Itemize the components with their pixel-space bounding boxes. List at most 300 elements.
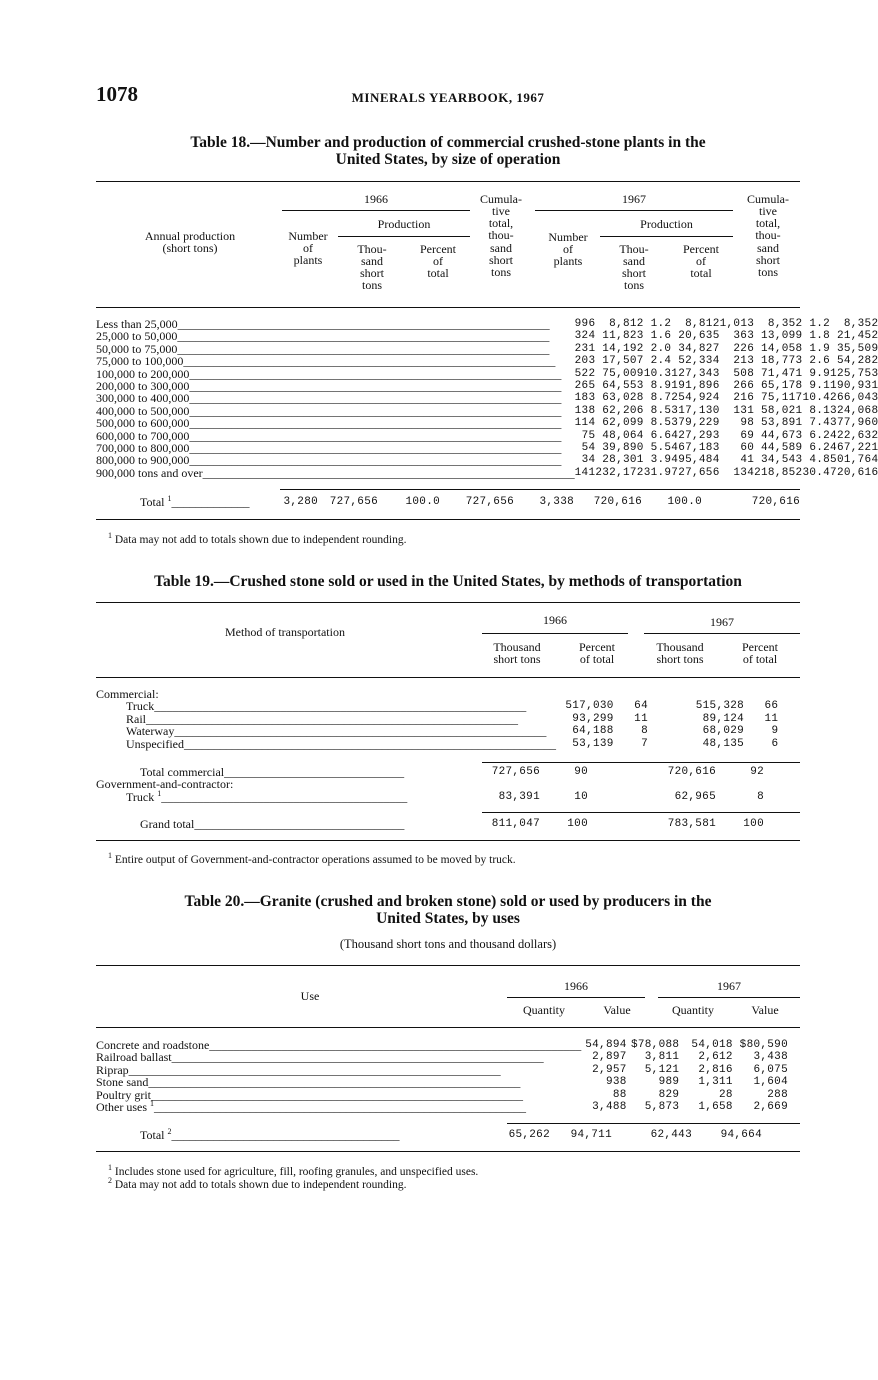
table18-percent-1966-h1: Percent	[420, 242, 456, 256]
footnote-text: Data may not add to totals shown due to independent rounding.	[114, 1179, 407, 1191]
row-label-text: 400,000 to 500,000	[96, 403, 190, 418]
table18-thousand-1967-h4: tons	[623, 278, 644, 292]
spacer	[788, 1089, 800, 1101]
footnote-mark: 1	[108, 851, 112, 861]
cell: 30.4	[802, 466, 831, 479]
cell: 783,581	[667, 818, 716, 830]
cell: 60	[740, 442, 755, 455]
table18-year-1967: 1967	[622, 192, 646, 206]
section-label: Government-and-contractor:	[96, 777, 234, 792]
row-label	[96, 1101, 581, 1113]
footnote-mark: 1	[108, 531, 112, 541]
cell: 2.6	[809, 355, 831, 368]
cell: 54,894	[585, 1039, 627, 1051]
cell: 265	[574, 380, 596, 393]
cell: 63,028	[602, 392, 644, 405]
leader-dots: ______________________________________________________________	[154, 699, 527, 714]
table19-subtotal-rule	[482, 762, 800, 763]
total-cell: 720,616	[751, 496, 800, 508]
table19-percent-1967-h1: Percent	[742, 640, 778, 654]
table18-cum-1966-h6: short	[489, 253, 513, 267]
cell: 720,616	[667, 766, 716, 778]
cell: 6.6	[650, 429, 672, 442]
cell: 90	[574, 766, 588, 778]
table18-thousand-1966-h3: short	[360, 266, 384, 280]
cell: 54,282	[836, 355, 878, 368]
cell: 65,262	[508, 1129, 550, 1141]
cell: 64	[634, 700, 648, 713]
table-row	[96, 1101, 800, 1113]
table20-quantity-1967: Quantity	[672, 1003, 714, 1017]
cell: 94,711	[570, 1129, 612, 1141]
cell: 8,812	[609, 318, 644, 330]
cell: 522	[574, 367, 596, 380]
cell: 14,192	[602, 342, 644, 355]
spacer	[648, 738, 682, 750]
cell: 89,124	[702, 712, 745, 725]
table18-thousand-1966-h4: tons	[361, 278, 382, 292]
cell: 218,852	[754, 466, 803, 479]
cell: 69	[740, 429, 755, 442]
row-label-text: 500,000 to 600,000	[96, 416, 190, 431]
cell: 1,311	[698, 1076, 733, 1089]
table18-cum-1967-h2: tive	[759, 204, 777, 218]
section-label: Commercial:	[96, 687, 159, 701]
cell: 28	[719, 1088, 733, 1101]
cell: 3,488	[592, 1101, 627, 1114]
cell: 2,957	[592, 1063, 627, 1076]
table20-total	[96, 1129, 800, 1141]
cell: 6,075	[753, 1063, 788, 1076]
table18-production-1966-rule	[338, 236, 470, 237]
table19-title: Table 19.—Crushed stone sold or used in the United States, by methods of transportation	[154, 573, 742, 590]
cell: 7.4	[809, 417, 831, 430]
table20-body	[96, 1039, 800, 1113]
cell: 8	[641, 725, 648, 738]
cell: 138	[574, 404, 596, 417]
cell: 48,064	[602, 429, 644, 442]
cell: 8.9	[650, 380, 672, 393]
cell: 54	[581, 442, 596, 455]
table19-stub-header: Method of transportation	[225, 625, 345, 639]
cell: 467,221	[830, 442, 878, 455]
cell: 2.0	[650, 342, 672, 355]
row-label-text: 25,000 to 50,000	[96, 329, 178, 344]
cell: 75,117	[761, 392, 803, 405]
cell: 34	[581, 454, 596, 467]
cell: 4.8	[809, 454, 831, 467]
table18-number-plants-1967-h3: plants	[553, 254, 583, 268]
row-label-text: 700,000 to 800,000	[96, 441, 190, 456]
cell: 501,764	[830, 454, 878, 467]
table18-percent-1967-h1: Percent	[683, 242, 719, 256]
cell: 422,632	[830, 429, 878, 442]
row-label	[96, 467, 575, 479]
cell: 34,543	[761, 454, 803, 467]
cell: 94,664	[720, 1129, 762, 1141]
table18-thousand-1967-h3: short	[622, 266, 646, 280]
cell: 727,656	[671, 466, 720, 479]
row-label-text: 75,000 to 100,000	[96, 354, 184, 369]
footnote-text: Includes stone used for agriculture, fill, roofing granules, and unspecified uses.	[114, 1166, 479, 1178]
table18-total-rule	[280, 489, 800, 490]
cell: 6	[771, 737, 779, 750]
cell: 266,043	[830, 392, 878, 405]
spacer	[648, 700, 682, 712]
table18-total	[96, 496, 800, 508]
table18-cum-1967-h5: sand	[757, 241, 779, 255]
spacer	[788, 1076, 800, 1088]
leader-dots: _____________	[171, 495, 250, 509]
row-label-text: 100,000 to 200,000	[96, 366, 190, 381]
row-label-text: Waterway	[126, 724, 175, 739]
row-label-text: Total	[140, 1128, 165, 1142]
cell: $78,088	[630, 1039, 680, 1051]
cell: 64,553	[602, 380, 644, 393]
row-label	[96, 788, 476, 804]
total-cell: 727,656	[465, 496, 514, 508]
cell: 114	[574, 417, 596, 430]
cell: 53,891	[761, 417, 803, 430]
cell: 938	[605, 1076, 627, 1089]
table18-cum-1967-h7: tons	[757, 265, 778, 279]
cell: 28,301	[602, 454, 644, 467]
cell: 1.9	[809, 342, 831, 355]
cell: 203	[574, 355, 596, 368]
footnote-mark: 1	[108, 1163, 112, 1173]
table18-title-line2: United States, by size of operation	[335, 151, 561, 168]
cell: 989	[658, 1076, 680, 1089]
leader-dots: ______________________________________________________________	[189, 453, 562, 468]
cell: 377,960	[830, 417, 878, 430]
table20-year-1966: 1966	[564, 979, 588, 993]
row-label-text: Rail	[126, 711, 146, 726]
leader-dots: ______________________________________	[171, 1128, 400, 1142]
table20-1966-rule	[507, 997, 645, 998]
table18-top-rule	[96, 181, 800, 182]
leader-dots: ______________________________________________________________	[189, 391, 562, 406]
cell: 58,021	[761, 404, 803, 417]
cell: 54,018	[691, 1039, 733, 1051]
cell: 11	[764, 712, 779, 725]
row-label-text: 800,000 to 900,000	[96, 453, 190, 468]
spacer	[778, 725, 800, 737]
table19-grand-total-table	[96, 818, 800, 830]
leader-dots: ______________________________________________________________	[183, 354, 556, 369]
cell: 3,811	[644, 1051, 680, 1064]
table18-stub-header-2: (short tons)	[162, 241, 218, 255]
cell: $80,590	[739, 1039, 788, 1051]
cell: 68,029	[702, 725, 745, 738]
cell: 53,139	[572, 737, 614, 750]
table18-cum-1967-h4: thou-	[755, 228, 781, 242]
cell: 1,013	[719, 318, 755, 330]
cell: 1,604	[753, 1076, 788, 1089]
spacer	[788, 1101, 800, 1113]
table18-1967-rule	[535, 210, 733, 211]
cell: 83,391	[498, 790, 540, 803]
table18-percent-1966-h2: of	[433, 254, 443, 268]
spacer	[648, 713, 682, 725]
cell: 62,965	[674, 790, 716, 803]
table19-thousand-1966-h1: Thousand	[493, 640, 541, 654]
table20-year-1967: 1967	[717, 979, 741, 993]
cell: 2.4	[650, 355, 672, 368]
row-label	[96, 818, 476, 830]
row-label-text: Truck	[126, 789, 155, 804]
running-header	[96, 82, 800, 112]
cell: 811,047	[491, 818, 540, 830]
total-cell: 100.0	[667, 496, 702, 508]
row-label-text: Truck	[126, 699, 155, 714]
leader-dots: _________________________________________	[161, 789, 408, 804]
spacer	[788, 1039, 800, 1051]
cell: 71,471	[761, 367, 803, 380]
table19-year-1967: 1967	[710, 615, 734, 629]
row-label-text: Less than 25,000	[96, 317, 178, 331]
leader-dots: ______________________________________________________________	[202, 465, 575, 480]
cell: 8.1	[809, 404, 831, 417]
total-cell: 3,338	[539, 496, 574, 508]
leader-dots: ______________________________________________________________	[189, 428, 562, 443]
cell: 3,438	[753, 1051, 788, 1064]
table20-header-rule	[96, 1027, 800, 1028]
row-label-text: Railroad ballast	[96, 1050, 172, 1065]
cell: 10.3	[643, 367, 672, 380]
table20-footnote-2	[108, 1176, 407, 1192]
table-row	[96, 738, 800, 750]
table18-stub-header-1: Annual production	[144, 229, 236, 243]
table20-title-line1: Table 20.—Granite (crushed and broken stone) sold or used by producers in the	[184, 893, 712, 910]
cell: 8,812	[685, 318, 720, 330]
cell: 232,172	[595, 466, 644, 479]
cell: 17,507	[602, 355, 644, 368]
table20-1967-rule	[658, 997, 800, 998]
leader-dots: ______________________________________________________________	[189, 403, 562, 418]
total-label-text: Total	[140, 495, 165, 509]
table18-title-line1: Table 18.—Number and production of commercial crushed-stone plants in the	[190, 134, 706, 151]
table18-header-rule	[96, 307, 800, 308]
cell: 191,896	[671, 380, 720, 393]
table19-thousand-1967-h1: Thousand	[656, 640, 704, 654]
table18-total-row	[96, 496, 800, 508]
cell: 1.6	[650, 330, 672, 343]
cell: 11,823	[602, 330, 644, 343]
table18-1966-rule	[282, 210, 470, 211]
cell: 996	[574, 318, 596, 330]
row-label-text: Other uses	[96, 1100, 147, 1115]
row-label-text: 600,000 to 700,000	[96, 428, 190, 443]
cell: 324	[574, 330, 596, 343]
total-cell: 3,280	[283, 496, 318, 508]
cell: 288	[767, 1088, 788, 1101]
cell: 88	[612, 1088, 627, 1101]
table18-bottom-rule	[96, 519, 800, 520]
cell: 183	[574, 392, 596, 405]
cell: 62,099	[602, 417, 644, 430]
table18-cum-1966-h1: Cumula-	[480, 192, 522, 206]
cell: 1,658	[698, 1101, 733, 1114]
table18-thousand-1967-h1: Thou-	[619, 242, 649, 256]
cell: 2,816	[698, 1063, 733, 1076]
cell: 100	[743, 818, 764, 830]
cell: 13,099	[761, 330, 803, 343]
row-label-text: Riprap	[96, 1062, 129, 1077]
table19-totals	[96, 766, 800, 803]
table18-percent-1967-h3: total	[690, 266, 712, 280]
row-label-text: 300,000 to 400,000	[96, 391, 190, 406]
cell: 8.5	[650, 404, 672, 417]
table18-production-1966: Production	[377, 217, 431, 231]
leader-dots: ______________________________________________________________	[171, 1050, 544, 1065]
table20-subtitle: (Thousand short tons and thousand dollars)	[339, 937, 557, 951]
footnote-mark: 1	[157, 788, 162, 798]
cell: 125,753	[830, 367, 878, 380]
cell: 62,206	[602, 404, 644, 417]
cell: 324,068	[830, 404, 878, 417]
table18-thousand-1966-h2: sand	[361, 254, 383, 268]
cell: 6.2	[809, 429, 831, 442]
footnote-mark: 2	[108, 1176, 112, 1186]
table18-cum-1967-h1: Cumula-	[747, 192, 789, 206]
table18-number-plants-1966-h2: of	[303, 241, 313, 255]
table18-percent-1966-h3: total	[427, 266, 449, 280]
table20-stub-header: Use	[300, 989, 320, 1003]
cell: 8,352	[843, 318, 878, 330]
cell: 8,352	[767, 318, 803, 330]
cell: 727,656	[491, 766, 540, 778]
cell: 8.7	[650, 392, 672, 405]
leader-dots: ___________________________________	[194, 817, 405, 831]
cell: 141	[574, 466, 596, 479]
table18-number-plants-1967-h1: Number	[548, 230, 588, 244]
cell: 75	[581, 429, 596, 442]
footnote-text: Data may not add to totals shown due to independent rounding.	[114, 534, 407, 546]
table19-grand-total	[96, 818, 800, 830]
table-row	[96, 467, 878, 479]
cell: 44,673	[761, 429, 803, 442]
leader-dots: ______________________________________________________________	[183, 736, 556, 751]
cell: 2,897	[592, 1051, 627, 1064]
cell: 62,443	[650, 1129, 692, 1141]
row-label-text: Concrete and roadstone	[96, 1038, 210, 1052]
cell: 6.2	[809, 442, 831, 455]
cell: 93,299	[572, 712, 614, 725]
cell: 100	[567, 818, 588, 830]
table20-total-rule	[507, 1123, 800, 1124]
table19-year-1966: 1966	[543, 613, 567, 627]
row-label-text: 200,000 to 300,000	[96, 379, 190, 394]
row-label-text: Poultry grit	[96, 1087, 152, 1102]
leader-dots: ______________________________________________________________	[189, 416, 562, 431]
table20-top-rule	[96, 965, 800, 966]
table18-number-plants-1966-h1: Number	[288, 229, 328, 243]
leader-dots: ______________________________________________________________	[177, 329, 550, 344]
cell: 39,890	[602, 442, 644, 455]
leader-dots: ______________________________________________________________	[177, 341, 550, 356]
cell: 20,635	[678, 330, 720, 343]
total-cell: 727,656	[329, 496, 378, 508]
cell: 10	[574, 790, 588, 803]
cell: 379,229	[671, 417, 720, 430]
total-cell: 720,616	[593, 496, 642, 508]
leader-dots: ______________________________________________________________	[151, 1087, 524, 1102]
table18-body	[96, 318, 878, 479]
cell: 266	[733, 380, 755, 393]
cell: 190,931	[830, 380, 878, 393]
table19-footnote	[108, 851, 516, 867]
cell: 1.8	[809, 330, 831, 343]
table20-quantity-1966: Quantity	[523, 1003, 565, 1017]
table18-cum-1967-h6: short	[756, 253, 780, 267]
table19-1966-rule	[482, 633, 628, 634]
table20-value-1967: Value	[751, 1003, 779, 1017]
cell: 52,334	[678, 355, 720, 368]
table18-cum-1966-h5: sand	[490, 241, 512, 255]
table18-total-label	[96, 496, 282, 508]
cell: 44,589	[761, 442, 803, 455]
table18-percent-1967-h2: of	[696, 254, 706, 268]
table19-bottom-rule	[96, 840, 800, 841]
cell: 41	[740, 454, 755, 467]
cell: 226	[733, 342, 755, 355]
spacer	[788, 1064, 800, 1076]
table20-total-table	[96, 1129, 800, 1141]
footnote-mark: 2	[167, 1127, 172, 1136]
cell: 64,188	[572, 725, 614, 738]
cell: 3.9	[650, 454, 672, 467]
cell: 508	[733, 367, 755, 380]
cell: 18,773	[761, 355, 803, 368]
table18-number-plants-1966-h3: plants	[293, 253, 323, 267]
spacer	[778, 713, 800, 725]
cell: 9	[771, 725, 779, 738]
table19-thousand-1966-h2: short tons	[493, 652, 541, 666]
cell: 35,509	[836, 342, 878, 355]
cell: 467,183	[671, 442, 720, 455]
cell: 216	[733, 392, 755, 405]
cell: 254,924	[671, 392, 720, 405]
table18-cum-1966-h7: tons	[490, 265, 511, 279]
cell: 9.9	[809, 367, 831, 380]
row-label-text: Grand total	[140, 817, 195, 831]
row-label-text: 50,000 to 75,000	[96, 341, 178, 356]
total-cell: 100.0	[405, 496, 440, 508]
table19-thousand-1967-h2: short tons	[656, 652, 704, 666]
table19-gov-truck	[96, 791, 800, 803]
cell: 363	[733, 330, 755, 343]
table20-title-line2: United States, by uses	[376, 910, 520, 927]
table18-number-plants-1967-h2: of	[563, 242, 573, 256]
cell: 14,058	[761, 342, 803, 355]
cell: 1.2	[809, 318, 831, 330]
table18-thousand-1966-h1: Thou-	[357, 242, 387, 256]
cell: 9.1	[809, 380, 831, 393]
table20-bottom-rule	[96, 1151, 800, 1152]
cell: 427,293	[671, 429, 720, 442]
footnote-mark: 1	[167, 494, 172, 503]
cell: 317,130	[671, 404, 720, 417]
table18-thousand-1967-h2: sand	[623, 254, 645, 268]
leader-dots: ______________________________________________________________	[189, 366, 562, 381]
cell: 11	[634, 712, 648, 725]
row-label-text: Total commercial	[140, 765, 225, 779]
table19-grand-total-rule	[482, 812, 800, 813]
cell: 131	[733, 404, 755, 417]
table19-percent-1966-h2: of total	[579, 652, 615, 666]
cell: 2,669	[753, 1101, 788, 1114]
table19-percent-1967-h2: of total	[742, 652, 778, 666]
